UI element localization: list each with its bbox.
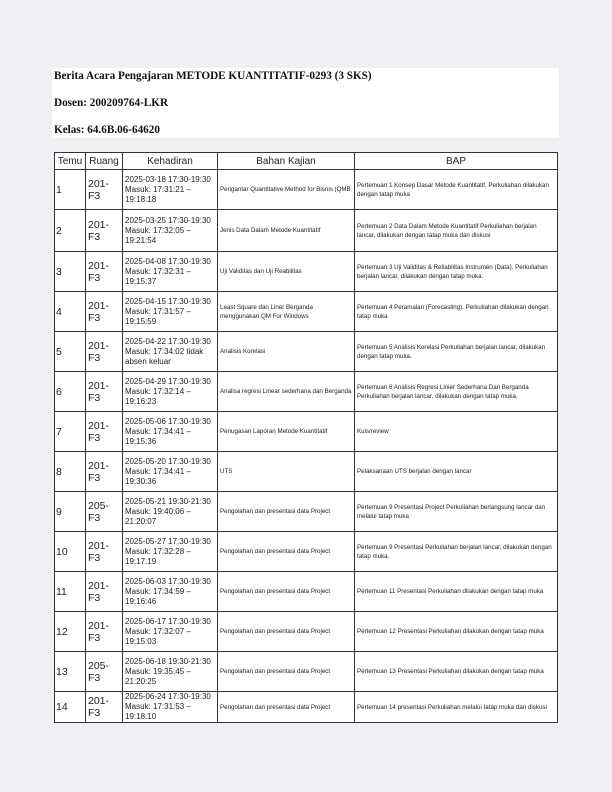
table-row xyxy=(55,692,558,723)
room-cell: 201-F3 xyxy=(86,692,123,723)
meeting-number: 1 xyxy=(55,170,86,210)
table-row xyxy=(55,452,558,492)
study-material-cell: Pengolahan dan presentasi data Project xyxy=(218,652,355,692)
bap-cell: Pertemuan 14 presentasi Perkuliahan melalui tatap muka dan diskusi xyxy=(355,692,558,723)
study-material-cell: Pengantar Quantitative Method for Bisnis (QMB xyxy=(218,170,355,210)
room-cell: 201-F3 xyxy=(86,372,123,412)
room-cell: 201-F3 xyxy=(86,572,123,612)
study-material-cell: Pengolahan dan presentasi data Project xyxy=(218,612,355,652)
bap-cell: Pertemuan 6 Analisis Regresi Linier Sederhana Dan Berganda Perkuliahan berjalan lancar, dilakukan dengan tatap muka. xyxy=(355,372,558,412)
table-row xyxy=(55,210,558,252)
study-material-cell: Penugasan Laporan Metode Kuantitatif xyxy=(218,412,355,452)
attendance-cell: 2025-06-17 17:30-19:30 Masuk: 17:32:07 – 19:15:03 xyxy=(123,612,218,652)
bap-cell: Pertemuan 9 Presentasi Project Perkuliahan berlangsung lancar dan melalui tatap muka xyxy=(355,492,558,532)
study-material-cell: Least Square dan Liner Berganda menggunakan QM For Windows xyxy=(218,292,355,332)
document-title: Berita Acara Pengajaran METODE KUANTITATIF-0293 (3 SKS) xyxy=(54,70,372,82)
room-cell: 205-F3 xyxy=(86,652,123,692)
bap-cell: Pertemuan 13 Presentasi Perkuliahan dilakukan dengan tatap muka xyxy=(355,652,558,692)
table-row xyxy=(55,572,558,612)
meeting-number: 8 xyxy=(55,452,86,492)
meeting-number: 12 xyxy=(55,612,86,652)
class-label: Kelas: 64.6B.06-64620 xyxy=(54,124,160,136)
bap-cell: Pertemuan 3 Uji Validitas & Reliabilitas Instrumen (Data). Perkuliahan berjalan lancar, dilakukan dengan tatap muka. xyxy=(355,252,558,292)
meeting-number: 5 xyxy=(55,332,86,372)
lecturer-label: Dosen: 200209764-LKR xyxy=(54,97,169,109)
meeting-number: 11 xyxy=(55,572,86,612)
column-header-ruang: Ruang xyxy=(86,153,123,170)
attendance-cell: 2025-05-27 17:30-19:30 Masuk: 17:32:28 – 19:17:19 xyxy=(123,532,218,572)
study-material-cell: Pengolahan dan presentasi data Project xyxy=(218,692,355,723)
meeting-number: 13 xyxy=(55,652,86,692)
document-header xyxy=(52,68,559,138)
attendance-cell: 2025-04-29 17:30-19:30 Masuk: 17:32:14 – 19:16:23 xyxy=(123,372,218,412)
attendance-cell: 2025-04-22 17:30-19:30 Masuk: 17:34:02 tidak absen keluar xyxy=(123,332,218,372)
column-header-bahan-kajian: Bahan Kajian xyxy=(218,153,355,170)
study-material-cell: Jenis Data Dalam Metode Kuantitatif xyxy=(218,210,355,252)
attendance-cell: 2025-06-03 17:30-19:30 Masuk: 17:34:59 – 19:16:46 xyxy=(123,572,218,612)
attendance-cell: 2025-06-18 19:30-21:30 Masuk: 19:35:45 – 21:20:25 xyxy=(123,652,218,692)
attendance-cell: 2025-06-24 17:30-19:30 Masuk: 17:31:53 –19:18:10 xyxy=(123,692,218,723)
attendance-cell: 2025-05-21 19:30-21:30 Masuk: 19:40:06 – 21:20:07 xyxy=(123,492,218,532)
room-cell: 201-F3 xyxy=(86,332,123,372)
bap-cell: Pertemuan 5 Analisis Korelasi Perkuliahan berjalan lancar, dilakukan dengan tatap muka. xyxy=(355,332,558,372)
column-header-kehadiran: Kehadiran xyxy=(123,153,218,170)
table-row xyxy=(55,612,558,652)
table-row xyxy=(55,492,558,532)
bap-cell: Pertemuan 9 Presentasi Perkuliahan berjalan lancar, dilakukan dengan tatap muka. xyxy=(355,532,558,572)
room-cell: 201-F3 xyxy=(86,210,123,252)
room-cell: 201-F3 xyxy=(86,532,123,572)
table-row xyxy=(55,532,558,572)
table-header-row xyxy=(55,153,558,170)
column-header-bap: BAP xyxy=(355,153,558,170)
study-material-cell: Pengolahan dan presentasi data Project xyxy=(218,572,355,612)
meeting-number: 6 xyxy=(55,372,86,412)
meeting-number: 2 xyxy=(55,210,86,252)
study-material-cell: Analisis Korelasi xyxy=(218,332,355,372)
attendance-cell: 2025-05-20 17:30-19:30 Masuk: 17:34:41 – 19:30:36 xyxy=(123,452,218,492)
bap-cell: Pertemuan 11 Presentasi Perkuliahan dilakukan dengan tatap muka xyxy=(355,572,558,612)
bap-cell: Pelaksanaan UTS berjalan dengan lancar xyxy=(355,452,558,492)
room-cell: 201-F3 xyxy=(86,612,123,652)
table-row xyxy=(55,170,558,210)
meeting-number: 10 xyxy=(55,532,86,572)
meeting-number: 9 xyxy=(55,492,86,532)
table-row xyxy=(55,252,558,292)
room-cell: 201-F3 xyxy=(86,412,123,452)
room-cell: 201-F3 xyxy=(86,170,123,210)
table-row xyxy=(55,372,558,412)
teaching-record-table xyxy=(54,152,558,723)
attendance-cell: 2025-03-25 17:30-19:30 Masuk: 17:32:05 – 19:21:54 xyxy=(123,210,218,252)
study-material-cell: Uji Validitas dan Uji Reabilitas xyxy=(218,252,355,292)
study-material-cell: Pengolahan dan presentasi data Project xyxy=(218,532,355,572)
column-header-temu: Temu xyxy=(55,153,86,170)
study-material-cell: UTS xyxy=(218,452,355,492)
study-material-cell: Analisa regresi Linear sederhana dan Berganda xyxy=(218,372,355,412)
room-cell: 201-F3 xyxy=(86,452,123,492)
table-row xyxy=(55,652,558,692)
bap-cell: Kuis/review xyxy=(355,412,558,452)
room-cell: 201-F3 xyxy=(86,252,123,292)
meeting-number: 3 xyxy=(55,252,86,292)
table-row xyxy=(55,332,558,372)
meeting-number: 7 xyxy=(55,412,86,452)
bap-cell: Pertemuan 4 Peramalan (Forecasting). Perkuliahan dilakukan dengan tatap muka xyxy=(355,292,558,332)
bap-cell: Pertemuan 12 Presentasi Perkuliahan dilakukan dengan tatap muka xyxy=(355,612,558,652)
attendance-cell: 2025-03-18 17:30-19:30 Masuk: 17:31:21 –19:18:18 xyxy=(123,170,218,210)
room-cell: 201-F3 xyxy=(86,292,123,332)
table-row xyxy=(55,412,558,452)
bap-cell: Pertemuan 1 Konsep Dasar Metode Kuantitatif. Perkuliahan dilakukan dengan tatap muka xyxy=(355,170,558,210)
attendance-cell: 2025-04-08 17:30-19:30 Masuk: 17:32:31 –19:15:37 xyxy=(123,252,218,292)
meeting-number: 4 xyxy=(55,292,86,332)
bap-cell: Pertemuan 2 Data Dalam Metode Kuantitatif Perkuliahan berjalan lancar, dilakukan dengan tatap muka dan diskusi xyxy=(355,210,558,252)
attendance-cell: 2025-04-15 17:30-19:30 Masuk: 17:31:57 – 19:15:59 xyxy=(123,292,218,332)
study-material-cell: Pengolahan dan presentasi data Project xyxy=(218,492,355,532)
meeting-number: 14 xyxy=(55,692,86,723)
room-cell: 205-F3 xyxy=(86,492,123,532)
table-row xyxy=(55,292,558,332)
attendance-cell: 2025-05-06 17:30-19:30 Masuk: 17:34:41 – 19:15:36 xyxy=(123,412,218,452)
